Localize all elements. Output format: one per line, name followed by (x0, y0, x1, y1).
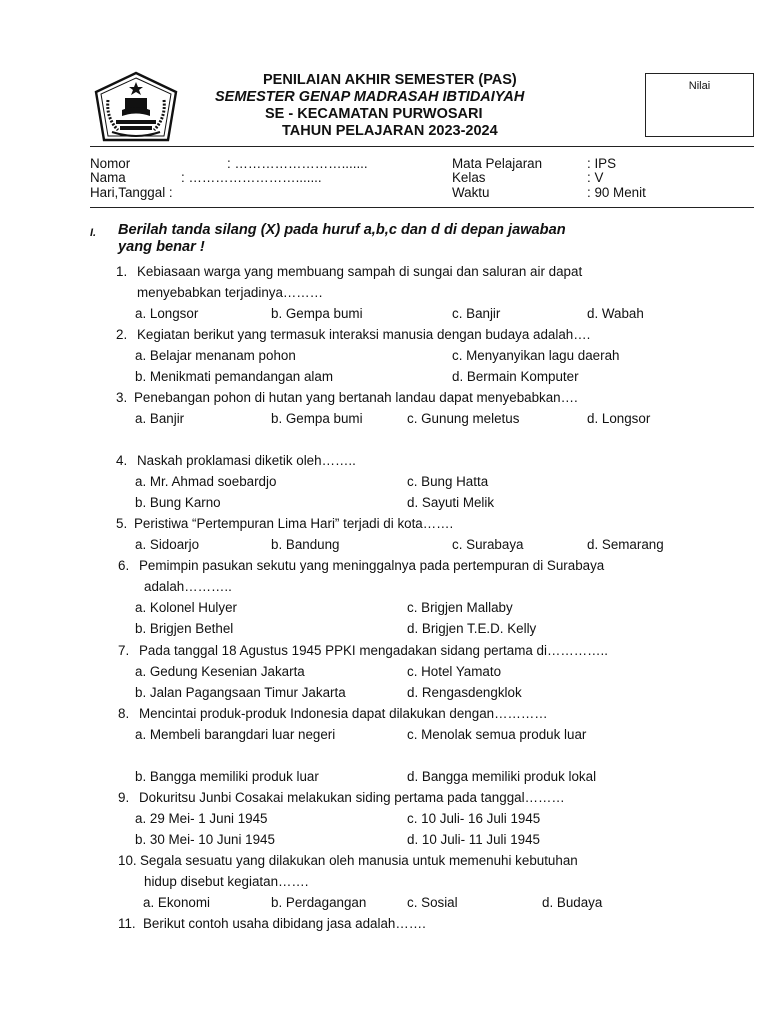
waktu-value: : 90 Menit (587, 185, 646, 200)
kelas-value: : V (587, 170, 604, 185)
answer-option[interactable]: a. Kolonel Hulyer (135, 600, 237, 615)
answer-option[interactable]: a. Belajar menanam pohon (135, 348, 296, 363)
answer-option[interactable]: a. Banjir (135, 411, 185, 426)
exam-title: PENILAIAN AKHIR SEMESTER (PAS) (263, 72, 517, 88)
answer-option[interactable]: b. Perdagangan (271, 895, 367, 910)
nomor-label: Nomor (90, 156, 131, 171)
answer-option[interactable]: b. Gempa bumi (271, 411, 363, 426)
answer-option[interactable]: c. Surabaya (452, 537, 524, 552)
answer-option[interactable]: b. Menikmati pemandangan alam (135, 369, 333, 384)
question-text: Pemimpin pasukan sekutu yang meninggalnya pada pertempuran di Surabaya (139, 558, 605, 573)
answer-option[interactable]: d. Bermain Komputer (452, 369, 579, 384)
question-text: Kegiatan berikut yang termasuk interaksi manusia dengan budaya adalah…. (137, 327, 591, 342)
answer-option[interactable]: b. Brigjen Bethel (135, 621, 234, 636)
answer-option[interactable]: c. Bung Hatta (407, 474, 489, 489)
answer-option[interactable]: c. Sosial (407, 895, 458, 910)
question-number: 8. (118, 706, 130, 721)
answer-option[interactable]: c. Menolak semua produk luar (407, 727, 587, 742)
instruction-line-2: yang benar ! (118, 239, 205, 255)
answer-option[interactable]: b. 30 Mei- 10 Juni 1945 (135, 832, 275, 847)
answer-option[interactable]: a. 29 Mei- 1 Juni 1945 (135, 811, 268, 826)
section-number: I. (90, 227, 97, 239)
answer-option[interactable]: d. Bangga memiliki produk lokal (407, 769, 597, 784)
answer-option[interactable]: c. Menyanyikan lagu daerah (452, 348, 620, 363)
question-text: Penebangan pohon di hutan yang bertanah landau dapat menyebabkan…. (134, 390, 578, 405)
semester-subtitle: SEMESTER GENAP MADRASAH IBTIDAIYAH (215, 89, 525, 105)
answer-option[interactable]: d. Wabah (587, 306, 644, 321)
answer-option[interactable]: b. Bandung (271, 537, 340, 552)
question-text: adalah……….. (144, 579, 232, 594)
mapel-value: : IPS (587, 156, 617, 171)
answer-option[interactable]: a. Membeli barangdari luar negeri (135, 727, 336, 742)
question-text: Pada tanggal 18 Agustus 1945 PPKI mengadakan sidang pertama di………….. (139, 643, 608, 658)
header-divider (90, 146, 754, 147)
answer-option[interactable]: b. Gempa bumi (271, 306, 363, 321)
score-box[interactable] (645, 73, 754, 137)
question-number: 4. (116, 453, 128, 468)
question-number: 6. (118, 558, 130, 573)
answer-option[interactable]: a. Sidoarjo (135, 537, 200, 552)
academic-year: TAHUN PELAJARAN 2023-2024 (282, 123, 498, 139)
answer-option[interactable]: a. Mr. Ahmad soebardjo (135, 474, 277, 489)
answer-option[interactable]: d. Longsor (587, 411, 651, 426)
answer-option[interactable]: b. Bung Karno (135, 495, 221, 510)
answer-option[interactable]: d. 10 Juli- 11 Juli 1945 (407, 832, 540, 847)
nama-field[interactable]: : ……………………....... (181, 170, 322, 185)
ministry-logo (92, 70, 180, 149)
district-subtitle: SE - KECAMATAN PURWOSARI (265, 106, 483, 122)
question-text: hidup disebut kegiatan……. (144, 874, 309, 889)
question-number: 5. (116, 516, 128, 531)
answer-option[interactable]: a. Ekonomi (143, 895, 210, 910)
answer-option[interactable]: d. Semarang (587, 537, 664, 552)
instruction-line-1: Berilah tanda silang (X) pada huruf a,b,c dan d di depan jawaban (118, 222, 566, 238)
waktu-label: Waktu (452, 185, 490, 200)
answer-option[interactable]: c. Gunung meletus (407, 411, 520, 426)
answer-option[interactable]: c. Hotel Yamato (407, 664, 502, 679)
question-number: 10. (118, 853, 137, 868)
answer-option[interactable]: b. Jalan Pagangsaan Timur Jakarta (135, 685, 346, 700)
question-number: 3. (116, 390, 128, 405)
question-number: 7. (118, 643, 130, 658)
answer-option[interactable]: a. Longsor (135, 306, 199, 321)
identity-divider (90, 207, 754, 208)
question-text: Dokuritsu Junbi Cosakai melakukan siding pertama pada tanggal……… (139, 790, 565, 805)
answer-option[interactable]: a. Gedung Kesenian Jakarta (135, 664, 305, 679)
question-text: Segala sesuatu yang dilakukan oleh manusia untuk memenuhi kebutuhan (140, 853, 578, 868)
question-text: Mencintai produk-produk Indonesia dapat dilakukan dengan………… (139, 706, 548, 721)
nama-label: Nama (90, 170, 126, 185)
question-text: Peristiwa “Pertempuran Lima Hari” terjadi di kota……. (134, 516, 454, 531)
score-label: Nilai (688, 80, 711, 92)
kelas-label: Kelas (452, 170, 486, 185)
answer-option[interactable]: c. 10 Juli- 16 Juli 1945 (407, 811, 541, 826)
question-text: Kebiasaan warga yang membuang sampah di sungai dan saluran air dapat (137, 264, 583, 279)
question-number: 11. (118, 916, 136, 931)
answer-option[interactable]: d. Budaya (542, 895, 603, 910)
answer-option[interactable]: c. Brigjen Mallaby (407, 600, 513, 615)
nomor-field[interactable]: : ……………………....... (227, 156, 368, 171)
question-text: Naskah proklamasi diketik oleh…….. (137, 453, 356, 468)
answer-option[interactable]: d. Sayuti Melik (407, 495, 495, 510)
mapel-label: Mata Pelajaran (452, 156, 543, 171)
question-number: 9. (118, 790, 130, 805)
question-number: 1. (116, 264, 128, 279)
answer-option[interactable]: d. Rengasdengklok (407, 685, 522, 700)
answer-option[interactable]: d. Brigjen T.E.D. Kelly (407, 621, 537, 636)
question-text: menyebabkan terjadinya……… (137, 285, 324, 300)
hari-tanggal-label[interactable]: Hari,Tanggal : (90, 185, 173, 200)
question-number: 2. (116, 327, 128, 342)
answer-option[interactable]: b. Bangga memiliki produk luar (135, 769, 319, 784)
answer-option[interactable]: c. Banjir (452, 306, 501, 321)
question-text: Berikut contoh usaha dibidang jasa adalah……. (143, 916, 426, 931)
